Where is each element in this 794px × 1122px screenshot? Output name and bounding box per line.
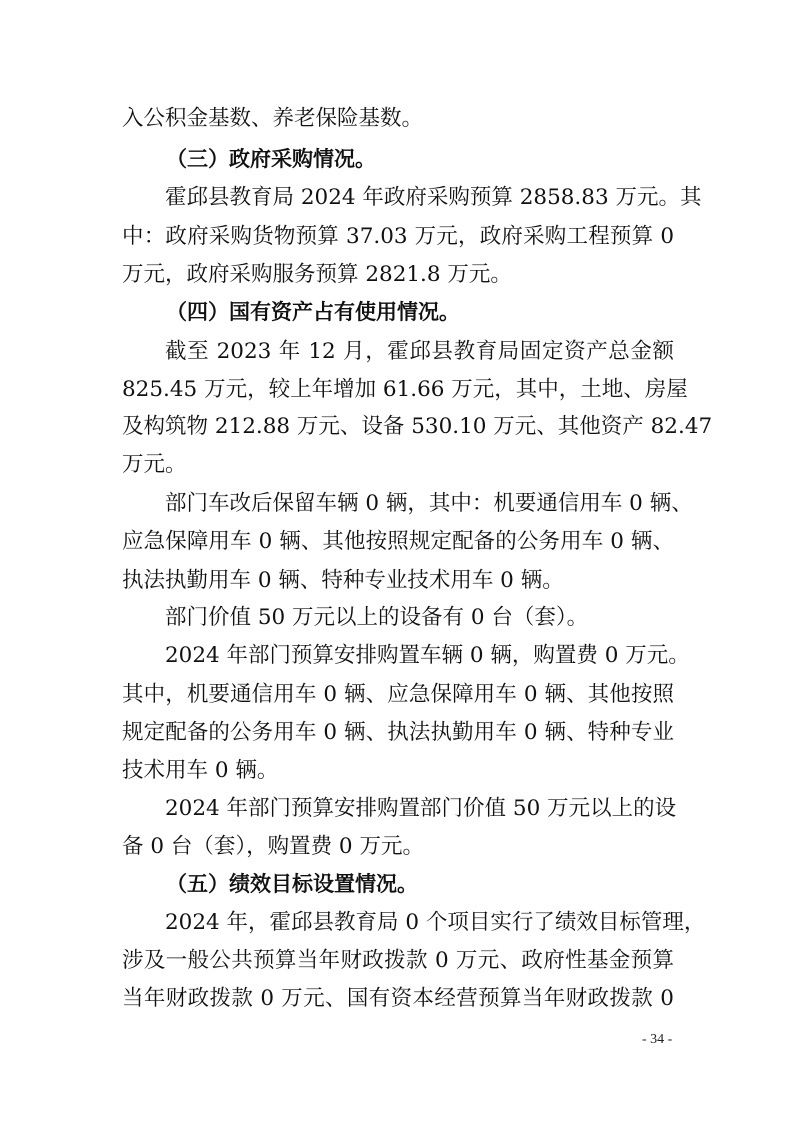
paragraph-line: 执法执勤用车 0 辆、特种专业技术用车 0 辆。	[122, 568, 564, 593]
paragraph-line: 入公积金基数、养老保险基数。	[122, 106, 424, 131]
paragraph-line: 825.45 万元，较上年增加 61.66 万元，其中，土地、房屋	[122, 377, 688, 402]
paragraph-line: 及构筑物 212.88 万元、设备 530.10 万元、其他资产 82.47	[122, 414, 713, 439]
paragraph-line: 中：政府采购货物预算 37.03 万元，政府采购工程预算 0	[122, 224, 674, 249]
paragraph-line: 2024 年部门预算安排购置车辆 0 辆，购置费 0 万元。	[165, 643, 690, 668]
paragraph-line: 涉及一般公共预算当年财政拨款 0 万元、政府性基金预算	[122, 948, 674, 973]
paragraph-line: 规定配备的公务用车 0 辆、执法执勤用车 0 辆、特种专业	[122, 720, 674, 745]
section-heading: （三）政府采购情况。	[166, 147, 376, 171]
paragraph-line: 技术用车 0 辆。	[122, 758, 279, 783]
paragraph-line: 当年财政拨款 0 万元、国有资本经营预算当年财政拨款 0	[122, 986, 674, 1011]
paragraph-line: 万元，政府采购服务预算 2821.8 万元。	[122, 262, 512, 287]
paragraph-line: 截至 2023 年 12 月，霍邱县教育局固定资产总金额	[165, 339, 674, 364]
paragraph-line: 部门车改后保留车辆 0 辆，其中：机要通信用车 0 辆、	[165, 491, 693, 516]
paragraph-line: 霍邱县教育局 2024 年政府采购预算 2858.83 万元。其	[165, 185, 702, 210]
paragraph-line: 应急保障用车 0 辆、其他按照规定配备的公务用车 0 辆、	[122, 529, 674, 554]
section-heading: （四）国有资产占有使用情况。	[166, 300, 460, 324]
paragraph-line: 备 0 台（套），购置费 0 万元。	[122, 834, 424, 859]
paragraph-line: 部门价值 50 万元以上的设备有 0 台（套）。	[165, 605, 589, 630]
paragraph-line: 其中，机要通信用车 0 辆、应急保障用车 0 辆、其他按照	[122, 682, 674, 707]
paragraph-line: 万元。	[122, 452, 187, 477]
section-heading: （五）绩效目标设置情况。	[166, 872, 418, 896]
paragraph-line: 2024 年，霍邱县教育局 0 个项目实行了绩效目标管理，	[165, 910, 706, 935]
page-number: - 34 -	[642, 1032, 673, 1047]
paragraph-line: 2024 年部门预算安排购置部门价值 50 万元以上的设	[165, 796, 677, 821]
